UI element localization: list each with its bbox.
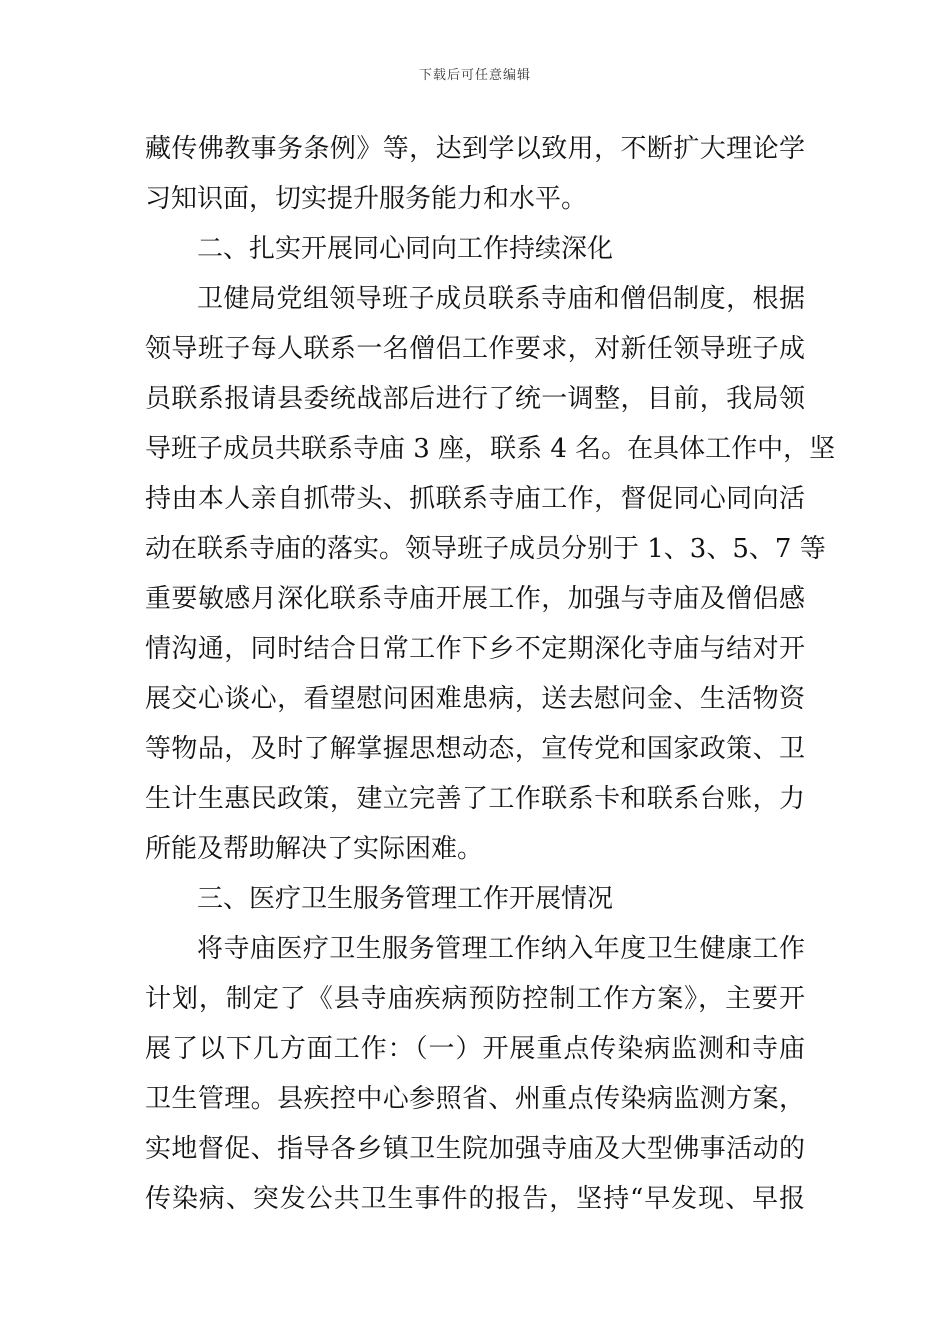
text-line: 传染病、突发公共卫生事件的报告，坚持“早发现、早报 (145, 1184, 805, 1214)
text-line: 展了以下几方面工作：（一）开展重点传染病监测和寺庙 (145, 1034, 805, 1064)
text-line: 所能及帮助解决了实际困难。 (145, 834, 484, 864)
text-line: 重要敏感月深化联系寺庙开展工作，加强与寺庙及僧侣感 (145, 584, 805, 614)
text-line: 卫健局党组领导班子成员联系寺庙和僧侣制度，根据 (197, 284, 805, 314)
text-line: 动在联系寺庙的落实。领导班子成员分别于 1、3、5、7 等 (145, 534, 826, 564)
text-line: 实地督促、指导各乡镇卫生院加强寺庙及大型佛事活动的 (145, 1134, 805, 1164)
text-line: 生计生惠民政策，建立完善了工作联系卡和联系台账，力 (145, 784, 805, 814)
text-line: 展交心谈心，看望慰问困难患病，送去慰问金、生活物资 (145, 684, 805, 714)
text-line: 将寺庙医疗卫生服务管理工作纳入年度卫生健康工作 (197, 934, 805, 964)
section-heading: 三、医疗卫生服务管理工作开展情况 (197, 884, 614, 914)
text-line: 习知识面，切实提升服务能力和水平。 (145, 184, 588, 214)
page-header: 下载后可任意编辑 (418, 68, 531, 83)
text-line: 藏传佛教事务条例》等，达到学以致用，不断扩大理论学 (145, 134, 805, 164)
text-line: 等物品，及时了解掌握思想动态，宣传党和国家政策、卫 (145, 734, 805, 764)
text-line: 导班子成员共联系寺庙 3 座，联系 4 名。在具体工作中，坚 (145, 434, 836, 464)
text-line: 领导班子每人联系一名僧侣工作要求，对新任领导班子成 (145, 334, 805, 364)
text-line: 员联系报请县委统战部后进行了统一调整，目前，我局领 (145, 384, 805, 414)
text-line: 卫生管理。县疾控中心参照省、州重点传染病监测方案， (145, 1084, 805, 1114)
text-line: 计划，制定了《县寺庙疾病预防控制工作方案》，主要开 (145, 984, 805, 1014)
section-heading: 二、扎实开展同心同向工作持续深化 (197, 234, 614, 264)
text-line: 持由本人亲自抓带头、抓联系寺庙工作，督促同心同向活 (145, 484, 805, 514)
text-line: 情沟通，同时结合日常工作下乡不定期深化寺庙与结对开 (145, 634, 805, 664)
document-body (145, 124, 836, 1224)
